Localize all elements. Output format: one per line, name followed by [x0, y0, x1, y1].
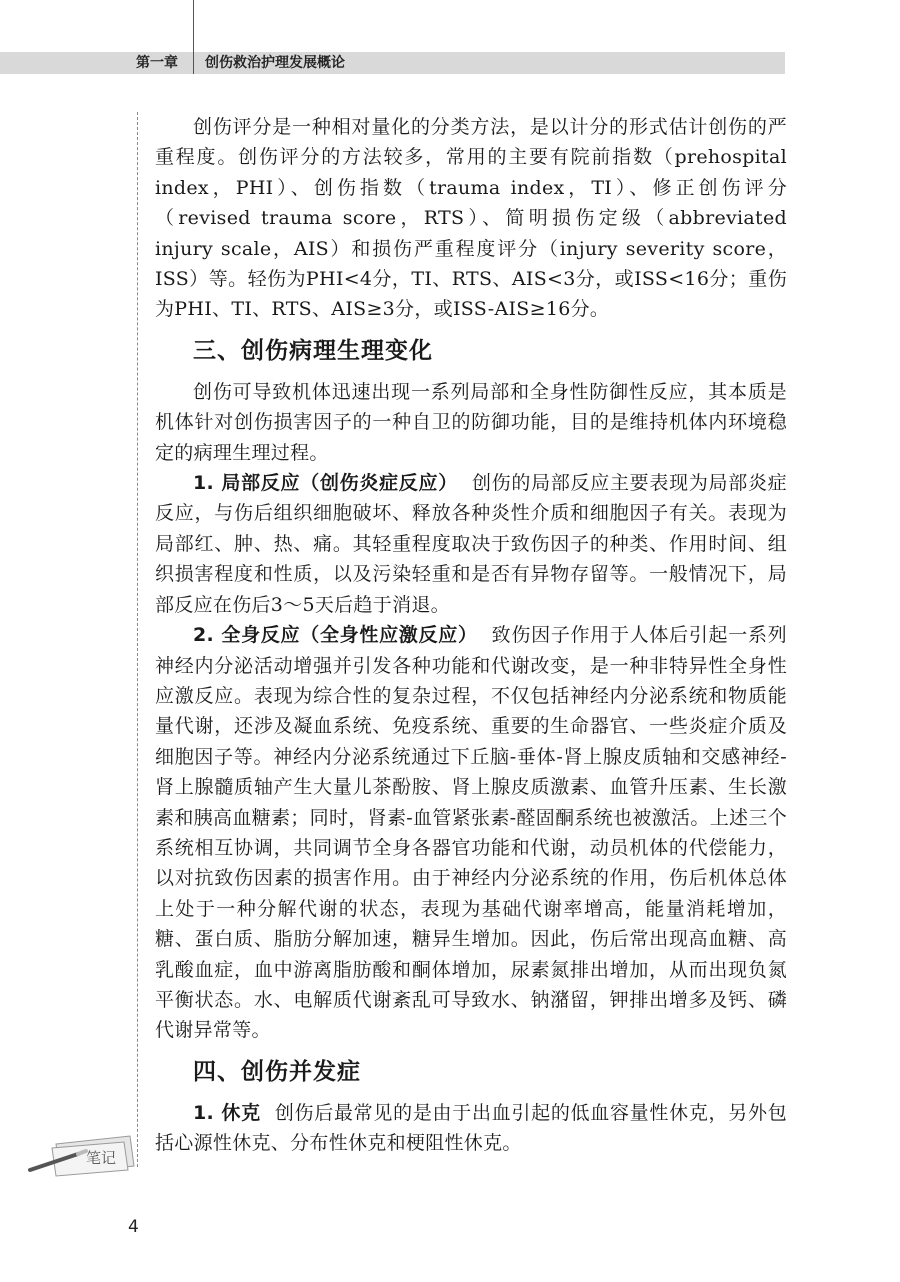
header-chapter: 第一章: [136, 55, 178, 71]
paragraph-pathophysiology-intro: 创伤可导致机体迅速出现一系列局部和全身性防御性反应，其本质是机体针对创伤损害因子的一种自卫的防御功能，目的是维持机体内环境稳定的病理生理过程。: [155, 380, 787, 464]
local-reaction-text: 创伤的局部反应主要表现为局部炎症反应，与伤后组织细胞破坏、释放各种炎性介质和细胞因子有关。表现为局部红、肿、热、痛。其轻重程度取决于致伤因子的种类、作用时间、组织损害程度和性质，以及污染轻重和是否有异物存留等。一般情况下，局部反应在伤后3～5天后趋于消退。: [155, 472, 787, 616]
notes-margin-rule: [137, 112, 138, 1167]
header-title: 创伤救治护理发展概论: [205, 55, 345, 71]
header-top-rule: [193, 0, 194, 52]
page-number: 4: [128, 1217, 139, 1237]
paragraph-local-reaction: [155, 468, 787, 620]
section-heading-4: 四、创伤并发症: [193, 1058, 361, 1085]
paragraph-systemic-reaction: [155, 620, 787, 1046]
shock-lead: 1. 休克: [193, 1101, 261, 1124]
notes-label: 笔记: [86, 1149, 117, 1167]
systemic-reaction-lead: 2. 全身反应（全身性应激反应）: [193, 624, 478, 647]
notes-icon: [26, 1130, 138, 1178]
page-body: [155, 112, 787, 1159]
shock-text: 创伤后最常见的是由于出血引起的低血容量性休克，另外包括心源性休克、分布性休克和梗阻性休克。: [155, 1101, 787, 1155]
header-separator: [193, 52, 194, 74]
section-heading-3: 三、创伤病理生理变化: [193, 337, 433, 364]
running-header-bar: [0, 52, 785, 74]
paragraph-trauma-scoring: 创伤评分是一种相对量化的分类方法，是以计分的形式估计创伤的严重程度。创伤评分的方法较多，常用的主要有院前指数（prehospital index，PHI）、创伤指数（trauma index，TI）、修正创伤评分（revised trauma score，RTS）、简明损伤定级（abbreviated injury scale，AIS）和损伤严重程度评分（injury severity score，ISS）等。轻伤为PHI<4分，TI、RTS、AIS<3分，或ISS<16分；重伤为PHI、TI、RTS、AIS≥3分，或ISS-AIS≥16分。: [155, 116, 787, 321]
paragraph-shock: [155, 1098, 787, 1159]
local-reaction-lead: 1. 局部反应（创伤炎症反应）: [193, 472, 458, 495]
systemic-reaction-text: 致伤因子作用于人体后引起一系列神经内分泌活动增强并引发各种功能和代谢改变，是一种非特异性全身性应激反应。表现为综合性的复杂过程，不仅包括神经内分泌系统和物质能量代谢，还涉及凝血系统、免疫系统、重要的生命器官、一些炎症介质及细胞因子等。神经内分泌系统通过下丘脑-垂体-肾上腺皮质轴和交感神经-肾上腺髓质轴产生大量儿茶酚胺、肾上腺皮质激素、血管升压素、生长激素和胰高血糖素；同时，肾素-血管紧张素-醛固酮系统也被激活。上述三个系统相互协调，共同调节全身各器官功能和代谢，动员机体的代偿能力，以对抗致伤因素的损害作用。由于神经内分泌系统的作用，伤后机体总体上处于一种分解代谢的状态，表现为基础代谢率增高，能量消耗增加，糖、蛋白质、脂肪分解加速，糖异生增加。因此，伤后常出现高血糖、高乳酸血症，血中游离脂肪酸和酮体增加，尿素氮排出增加，从而出现负氮平衡状态。水、电解质代谢紊乱可导致水、钠潴留，钾排出增多及钙、磷代谢异常等。: [155, 624, 787, 1042]
